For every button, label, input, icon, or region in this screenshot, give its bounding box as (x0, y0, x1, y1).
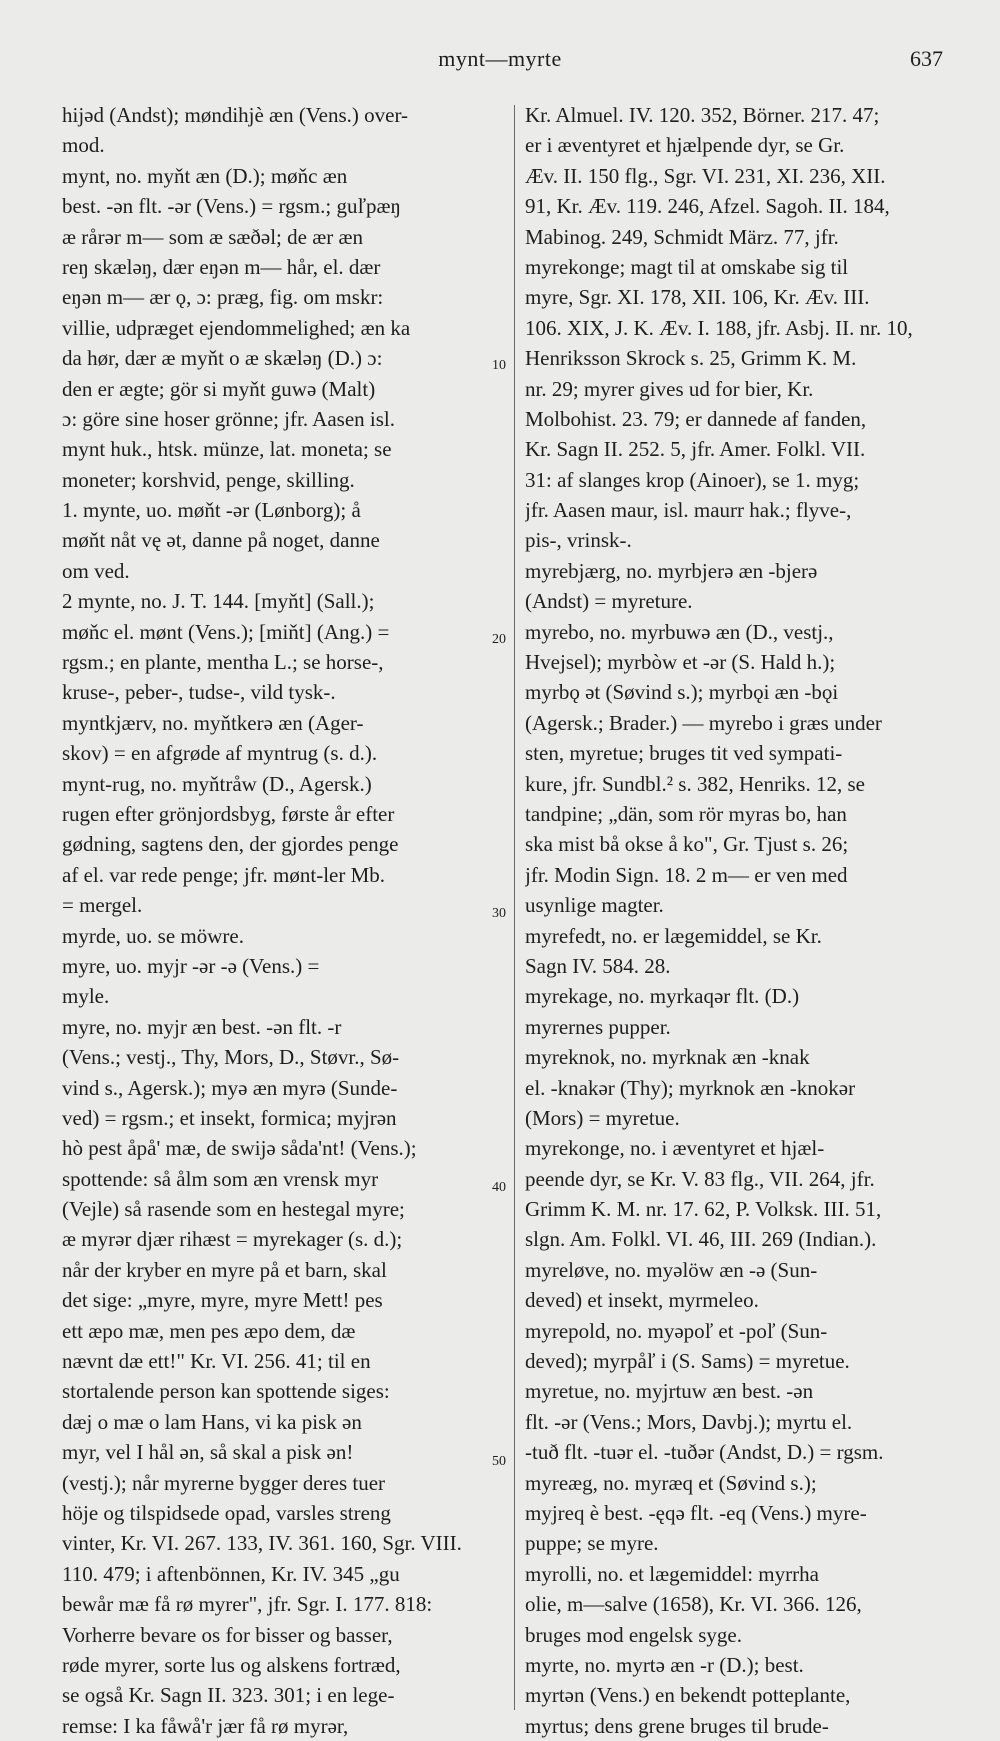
text-line: 110. 479; i aftenbönnen, Kr. IV. 345 „gu (62, 1561, 400, 1586)
text-line: 31: af slanges krop (Ainoer), se 1. myg; (525, 467, 860, 492)
text-line: stortalende person kan spottende siges: (62, 1379, 390, 1404)
text-line: (Mors) = myretue. (525, 1105, 680, 1130)
text-line: Grimm K. M. nr. 17. 62, P. Volksk. III. 51, (525, 1197, 882, 1222)
text-line: Molbohist. 23. 79; er dannede af fanden, (525, 406, 867, 431)
line-marker-20: 20 (492, 632, 506, 647)
text-line: Mabinog. 249, Schmidt März. 77, jfr. (525, 224, 839, 249)
text-line: gødning, sagtens den, der gjordes penge (62, 832, 399, 857)
text-line: myrernes pupper. (525, 1014, 671, 1039)
text-line: når der kryber en myre på et barn, skal (62, 1257, 387, 1282)
text-line: da hør, dær æ myňt o æ skæləŋ (D.) ɔ: (62, 346, 383, 371)
text-line: mynt huk., htsk. münze, lat. moneta; se (62, 437, 392, 462)
text-line: spottende: så ålm som æn vrensk myr (62, 1166, 379, 1191)
text-line: jfr. Modin Sign. 18. 2 m— er ven med (525, 862, 848, 887)
text-line: slgn. Am. Folkl. VI. 46, III. 269 (Indian.). (525, 1227, 877, 1252)
text-line: bewår mæ få rø myrer", jfr. Sgr. I. 177. 818: (62, 1592, 433, 1617)
text-line: ɔ: göre sine hoser grönne; jfr. Aasen isl. (62, 406, 396, 431)
text-line: myrekonge; magt til at omskabe sig til (525, 254, 849, 279)
text-line: bruges mod engelsk syge. (525, 1622, 742, 1647)
text-line: myle. (62, 984, 110, 1009)
text-line: nr. 29; myrer gives ud for bier, Kr. (525, 376, 814, 401)
text-line: jfr. Aasen maur, isl. maurr hak.; flyve-, (525, 498, 852, 523)
text-line: eŋən m— ær ǫ, ɔ: præg, fig. om mskr: (62, 285, 384, 310)
text-line: den er ægte; gör si myňt guwə (Malt) (62, 376, 376, 401)
text-line: rgsm.; en plante, mentha L.; se horse-, (62, 650, 384, 675)
right-column (525, 100, 963, 1741)
text-line: det sige: „myre, myre, myre Mett! pes (62, 1288, 383, 1313)
text-line: mynt-rug, no. myňtråw (D., Agersk.) (62, 771, 372, 796)
line-marker-30: 30 (492, 906, 506, 921)
text-line: myrde, uo. se möwre. (62, 923, 244, 948)
text-line: om ved. (62, 558, 130, 583)
text-line: = mergel. (62, 893, 143, 918)
text-line: myre, no. myjr æn best. -ən flt. -r (62, 1014, 342, 1039)
text-line: olie, m—salve (1658), Kr. VI. 366. 126, (525, 1592, 862, 1617)
text-line: tandpine; „dän, som rör myras bo, han (525, 801, 847, 826)
text-line: (vestj.); når myrerne bygger deres tuer (62, 1470, 386, 1495)
text-line: villie, udpræget ejendommelighed; æn ka (62, 315, 411, 340)
text-line: myre, uo. myjr -ər -ə (Vens.) = (62, 953, 320, 978)
page-number: 637 (910, 46, 943, 71)
text-line: kruse-, peber-, tudse-, vild tysk-. (62, 680, 336, 705)
text-line: myrefedt, no. er lægemiddel, se Kr. (525, 923, 822, 948)
text-line: myjreq è best. -ęqə flt. -eq (Vens.) myre- (525, 1500, 867, 1525)
text-line: -tuð flt. -tuər el. -tuðər (Andst, D.) = rgsm. (525, 1440, 884, 1465)
text-line: hò pest åpå' mæ, de swijə såda'nt! (Vens.); (62, 1136, 417, 1161)
text-line: myrekonge, no. i æventyret et hjæl- (525, 1136, 825, 1161)
text-line: rugen efter grönjordsbyg, første år efter (62, 801, 395, 826)
text-line: myrtən (Vens.) en bekendt potteplante, (525, 1683, 851, 1708)
text-line: Sagn IV. 584. 28. (525, 953, 671, 978)
text-line: ett æpo mæ, men pes æpo dem, dæ (62, 1318, 356, 1343)
column-divider (514, 105, 515, 1710)
text-line: deved); myrpåľ i (S. Sams) = myretue. (525, 1349, 850, 1374)
text-line: usynlige magter. (525, 893, 664, 918)
text-line: Vorherre bevare os for bisser og basser, (62, 1622, 393, 1647)
text-line: vind s., Agersk.); myə æn myrə (Sunde- (62, 1075, 398, 1100)
text-line: 2 mynte, no. J. T. 144. [myňt] (Sall.); (62, 589, 375, 614)
text-line: reŋ skæləŋ, dær eŋən m— hår, el. dær (62, 254, 381, 279)
text-line: mod. (62, 133, 105, 158)
text-line: kure, jfr. Sundbl.² s. 382, Henriks. 12, se (525, 771, 865, 796)
text-line: myrekage, no. myrkaqər flt. (D.) (525, 984, 800, 1009)
text-line: sten, myretue; bruges tit ved sympati- (525, 741, 843, 766)
text-line: er i æventyret et hjælpende dyr, se Gr. (525, 133, 845, 158)
text-line: hijəd (Andst); møndihjè æn (Vens.) over- (62, 103, 409, 127)
line-marker-40: 40 (492, 1180, 506, 1195)
text-line: mynt, no. myňt æn (D.); møňc æn (62, 163, 348, 188)
text-line: myre, Sgr. XI. 178, XII. 106, Kr. Æv. III. (525, 285, 870, 310)
text-line: møňc el. mønt (Vens.); [miňt] (Ang.) = (62, 619, 390, 644)
text-line: af el. var rede penge; jfr. mønt-ler Mb. (62, 862, 386, 887)
text-line: Kr. Sagn II. 252. 5, jfr. Amer. Folkl. VII. (525, 437, 866, 462)
text-line: remse: I ka fåwå'r jær få rø myrər, (62, 1713, 349, 1738)
text-line: myreæg, no. myræq et (Søvind s.); (525, 1470, 817, 1495)
text-line: 91, Kr. Æv. 119. 246, Afzel. Sagoh. II. 184, (525, 194, 890, 219)
text-line: ska mist bå okse å ko", Gr. Tjust s. 26; (525, 832, 849, 857)
text-line: puppe; se myre. (525, 1531, 659, 1556)
text-line: røde myrer, sorte lus og alskens fortræd, (62, 1652, 401, 1677)
text-line: (Andst) = myreture. (525, 589, 693, 614)
text-line: pis-, vrinsk-. (525, 528, 632, 553)
text-line: 106. XIX, J. K. Æv. I. 188, jfr. Asbj. II. nr. 10, (525, 315, 913, 340)
text-line: nævnt dæ ett!" Kr. VI. 256. 41; til en (62, 1349, 371, 1374)
text-line: Æv. II. 150 flg., Sgr. VI. 231, XI. 236, XII. (525, 163, 886, 188)
text-line: myntkjærv, no. myňtkerə æn (Ager- (62, 710, 364, 735)
line-marker-10: 10 (492, 358, 506, 373)
text-line: (Vejle) så rasende som en hestegal myre; (62, 1197, 405, 1222)
left-column (62, 100, 510, 1741)
text-line: dæj o mæ o lam Hans, vi ka pisk ən (62, 1409, 362, 1434)
text-line: myrepold, no. myəpoľ et -poľ (Sun- (525, 1318, 828, 1343)
text-line: el. -knakər (Thy); myrknok æn -knokər (525, 1075, 856, 1100)
text-line: best. -ən flt. -ər (Vens.) = rgsm.; guľpæŋ (62, 194, 401, 219)
text-line: myrebo, no. myrbuwə æn (D., vestj., (525, 619, 834, 644)
text-line: (Agersk.; Brader.) — myrebo i græs under (525, 710, 882, 735)
text-line: Hvejsel); myrbòw et -ər (S. Hald h.); (525, 650, 836, 675)
text-line: myretue, no. myjrtuw æn best. -ən (525, 1379, 814, 1404)
text-line: møňt nåt vę ət, danne på noget, danne (62, 528, 380, 553)
text-line: peende dyr, se Kr. V. 83 flg., VII. 264, jfr. (525, 1166, 875, 1191)
text-line: höje og tilspidsede opad, varsles streng (62, 1500, 391, 1525)
text-line: myrbǫ ət (Søvind s.); myrbǫi æn -bǫi (525, 680, 839, 705)
text-line: myrte, no. myrtə æn -r (D.); best. (525, 1652, 804, 1677)
text-line: ved) = rgsm.; et insekt, formica; myjrən (62, 1105, 397, 1130)
text-line: myrtus; dens grene bruges til brude- (525, 1713, 829, 1738)
text-line: myreknok, no. myrknak æn -knak (525, 1045, 810, 1070)
text-line: deved) et insekt, myrmeleo. (525, 1288, 759, 1313)
text-line: (Vens.; vestj., Thy, Mors, D., Støvr., Sø- (62, 1045, 400, 1070)
text-line: se også Kr. Sagn II. 323. 301; i en lege- (62, 1683, 395, 1708)
text-line: myrolli, no. et lægemiddel: myrrha (525, 1561, 819, 1586)
text-line: skov) = en afgrøde af myntrug (s. d.). (62, 741, 378, 766)
text-line: myrebjærg, no. myrbjerə æn -bjerə (525, 558, 818, 583)
text-line: æ myrər djær rihæst = myrekager (s. d.); (62, 1227, 403, 1252)
text-line: myreløve, no. myəlöw æn -ə (Sun- (525, 1257, 818, 1282)
text-line: 1. mynte, uo. møňt -ər (Lønborg); å (62, 498, 361, 523)
text-line: myr, vel I hål ən, så skal a pisk ən! (62, 1440, 354, 1465)
text-line: moneter; korshvid, penge, skilling. (62, 467, 355, 492)
text-line: Kr. Almuel. IV. 120. 352, Börner. 217. 47; (525, 103, 880, 127)
text-line: æ rårər m— som æ sæðəl; de ær æn (62, 224, 363, 249)
text-line: vinter, Kr. VI. 267. 133, IV. 361. 160, Sgr. VIII. (62, 1531, 462, 1556)
line-marker-50: 50 (492, 1454, 506, 1469)
running-head: mynt—myrte (438, 46, 562, 71)
text-line: flt. -ər (Vens.; Mors, Davbj.); myrtu el. (525, 1409, 853, 1434)
text-line: Henriksson Skrock s. 25, Grimm K. M. (525, 346, 857, 371)
